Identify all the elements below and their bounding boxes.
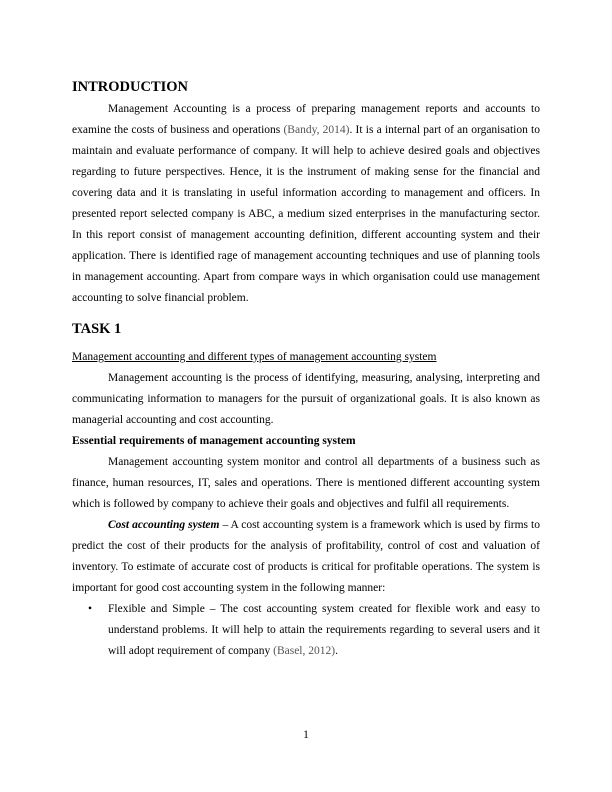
essential-requirements-paragraph: Management accounting system monitor and control all departments of a business such as finance, human resources, IT, sales and operations. There is mentioned different accounting system which is followed by company to achieve their goals and objectives and fulfil all requirements.	[72, 456, 540, 510]
requirements-list	[72, 599, 540, 662]
task1-paragraph: Management accounting is the process of identifying, measuring, analysing, interpreting and communicating information to managers for the pursuit of organizational goals. It is also known as managerial accounting and cost accounting.	[72, 372, 540, 426]
intro-text-a: Management Accounting is a process of preparing management reports and accounts to examine the costs of business and operations	[72, 103, 540, 136]
essential-requirements-heading: Essential requirements of management accounting system	[72, 435, 356, 447]
introduction-heading: INTRODUCTION	[72, 79, 189, 95]
introduction-paragraph	[72, 99, 540, 309]
task1-heading: TASK 1	[72, 321, 122, 337]
list-item-text: Flexible and Simple – The cost accounting system created for flexible work and easy to understand problems. It will help to attain the requirements regarding to several users and it will adopt requirement of company	[108, 603, 540, 657]
cost-accounting-paragraph	[72, 515, 540, 599]
list-item-end: .	[335, 645, 338, 657]
intro-citation: (Bandy, 2014)	[283, 124, 350, 136]
bullet-icon: •	[88, 603, 93, 615]
list-item-citation: (Basel, 2012)	[273, 645, 336, 657]
page-number: 1	[303, 729, 309, 741]
intro-text-b: . It is a internal part of an organisation to maintain and evaluate performance of company. It will help to achieve desired goals and objectives regarding to future perspectives. Hence, it is the instrument of making sense for the financial and covering data and it is translating in useful information according to management and officers. In presented report selected company is ABC, a medium sized enterprises in the manufacturing sector. In this report consist of management accounting definition, different accounting system and their application. There is identified rage of management accounting techniques and use of planning tools in management accounting. Apart from compare ways in which organisation could use management accounting to solve financial problem.	[72, 124, 540, 304]
list-item	[72, 599, 540, 662]
task1-subheading: Management accounting and different types of management accounting system	[72, 351, 437, 363]
document-page	[72, 75, 540, 662]
cost-accounting-text: – A cost accounting system is a framework which is used by firms to predict the cost of their products for the analysis of profitability, control of cost and valuation of inventory. To estimate of accurate cost of products is critical for profitable operations. The system is important for good cost accounting system in the following manner:	[72, 519, 540, 594]
cost-accounting-term: Cost accounting system	[108, 519, 220, 531]
